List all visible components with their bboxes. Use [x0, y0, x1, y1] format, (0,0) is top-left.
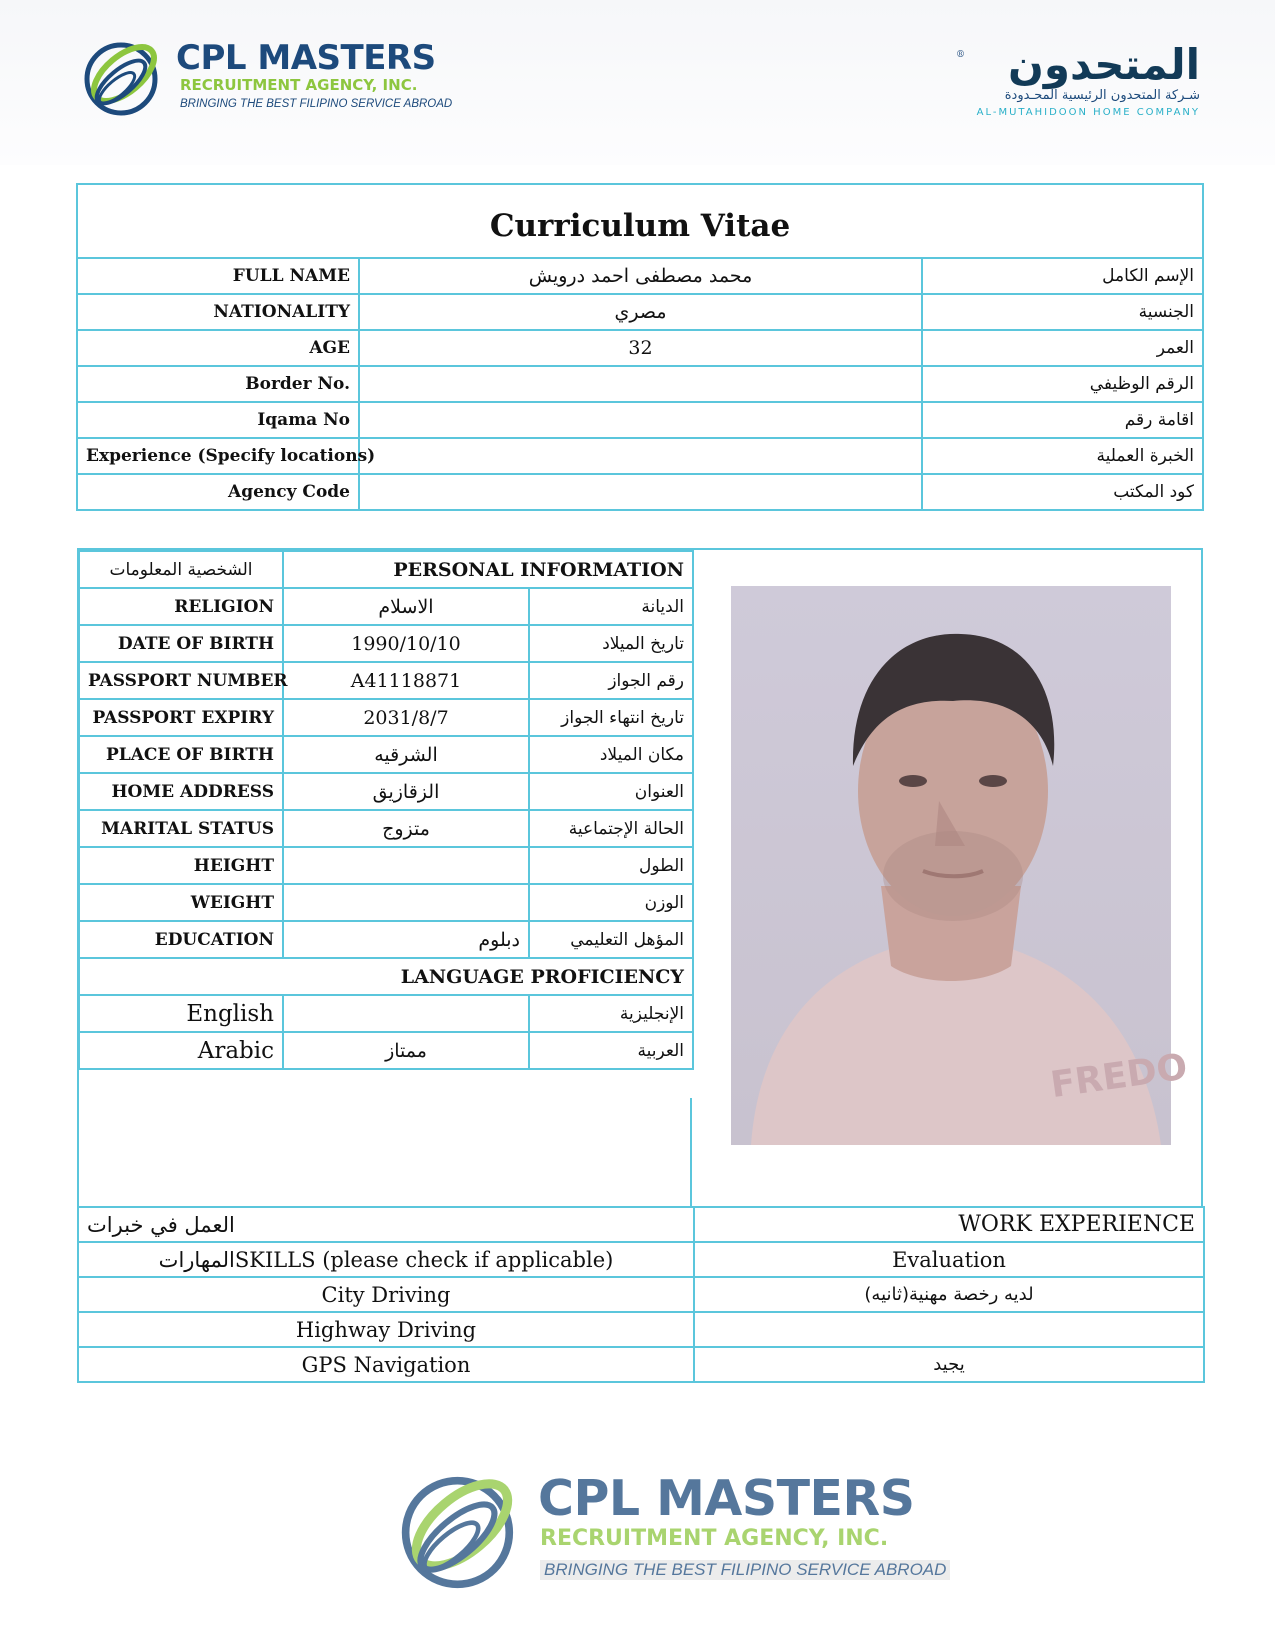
row-arabic-label: العمر: [922, 330, 1203, 366]
table-row: [77, 474, 1203, 510]
row-label: NATIONALITY: [77, 294, 359, 330]
table-row: [79, 847, 693, 884]
table-row: [77, 438, 1203, 474]
language-arabic-label: الإنجليزية: [529, 995, 693, 1032]
table-row: [78, 1242, 1204, 1277]
row-value: الشرقيه: [283, 736, 529, 773]
cv-title: Curriculum Vitae: [77, 184, 1203, 258]
row-label: DATE OF BIRTH: [79, 625, 283, 662]
applicant-photo: [731, 586, 1190, 1145]
row-value: [359, 438, 922, 474]
cv-summary-table: [76, 183, 1204, 511]
skill-name: GPS Navigation: [78, 1347, 694, 1382]
row-label: Experience (Specify locations): [77, 438, 359, 474]
table-row: [79, 995, 693, 1032]
row-label: PASSPORT EXPIRY: [79, 699, 283, 736]
row-value: [283, 847, 529, 884]
table-row: [77, 366, 1203, 402]
table-row: [78, 1347, 1204, 1382]
row-arabic-label: كود المكتب: [922, 474, 1203, 510]
row-value: A41118871: [283, 662, 529, 699]
table-row: [79, 736, 693, 773]
skill-evaluation: يجيد: [694, 1347, 1204, 1382]
row-value: [359, 366, 922, 402]
table-row: [77, 330, 1203, 366]
table-row: [79, 958, 693, 995]
cpl-masters-logo: [84, 38, 453, 123]
row-arabic-label: الجنسية: [922, 294, 1203, 330]
row-label: HOME ADDRESS: [79, 773, 283, 810]
globe-logo-icon: [84, 38, 162, 120]
al-mutahidoon-logo: [950, 40, 1200, 125]
personal-arabic-title: الشخصية المعلومات: [79, 551, 283, 588]
row-label: Agency Code: [77, 474, 359, 510]
table-row: [79, 551, 693, 588]
language-level: ممتاز: [283, 1032, 529, 1069]
table-row: [79, 921, 693, 958]
table-row: [78, 1277, 1204, 1312]
row-label: MARITAL STATUS: [79, 810, 283, 847]
language-level: [283, 995, 529, 1032]
row-value: 2031/8/7: [283, 699, 529, 736]
table-row: [79, 699, 693, 736]
work-experience-table: [77, 1206, 1205, 1383]
table-row: [79, 588, 693, 625]
row-arabic-label: الرقم الوظيفي: [922, 366, 1203, 402]
row-value: [359, 402, 922, 438]
skill-name: City Driving: [78, 1277, 694, 1312]
row-value: [283, 884, 529, 921]
row-value: الاسلام: [283, 588, 529, 625]
mutahidoon-logo-text: المتحدون: [1008, 40, 1200, 89]
row-value: [359, 474, 922, 510]
table-row: [79, 773, 693, 810]
cpl-name: CPL MASTERS: [176, 38, 436, 78]
cpl-tagline: BRINGING THE BEST FILIPINO SERVICE ABROAD: [180, 98, 453, 110]
row-value: 32: [359, 330, 922, 366]
table-row: [77, 294, 1203, 330]
table-row: [79, 625, 693, 662]
evaluation-header: Evaluation: [694, 1242, 1204, 1277]
row-label: EDUCATION: [79, 921, 283, 958]
personal-spacer: [78, 1098, 692, 1208]
row-arabic-label: الطول: [529, 847, 693, 884]
row-label: PLACE OF BIRTH: [79, 736, 283, 773]
work-arabic-title: العمل في خبرات: [78, 1207, 694, 1242]
skill-evaluation: لديه رخصة مهنية(ثانيه): [694, 1277, 1204, 1312]
portrait-image: [731, 586, 1190, 1145]
personal-title: PERSONAL INFORMATION: [283, 551, 693, 588]
row-label: PASSPORT NUMBER: [79, 662, 283, 699]
table-row: [79, 662, 693, 699]
table-row: [79, 1032, 693, 1069]
registered-mark: ®: [956, 50, 965, 60]
row-arabic-label: الحالة الإجتماعية: [529, 810, 693, 847]
language-label: Arabic: [79, 1032, 283, 1069]
row-arabic-label: الوزن: [529, 884, 693, 921]
row-label: Iqama No: [77, 402, 359, 438]
row-value: محمد مصطفى احمد درويش: [359, 258, 922, 294]
language-arabic-label: العربية: [529, 1032, 693, 1069]
personal-info-table: [78, 550, 694, 1070]
row-value: 1990/10/10: [283, 625, 529, 662]
row-label: RELIGION: [79, 588, 283, 625]
language-title: LANGUAGE PROFICIENCY: [79, 958, 693, 995]
mutahidoon-arabic-name: شـركة المتحدون الرئيسية المحـدودة: [1004, 88, 1200, 103]
table-row: [78, 1207, 1204, 1242]
cpl-subtitle: RECRUITMENT AGENCY, INC.: [180, 76, 418, 94]
row-value: دبلوم: [283, 921, 529, 958]
row-value: مصري: [359, 294, 922, 330]
row-label: HEIGHT: [79, 847, 283, 884]
mutahidoon-english-name: AL-MUTAHIDOON HOME COMPANY: [976, 107, 1200, 118]
row-arabic-label: الإسم الكامل: [922, 258, 1203, 294]
skill-name: Highway Driving: [78, 1312, 694, 1347]
skills-header: المهاراتSKILLS (please check if applicable): [78, 1242, 694, 1277]
row-arabic-label: الخبرة العملية: [922, 438, 1203, 474]
row-label: Border No.: [77, 366, 359, 402]
row-value: الزقازيق: [283, 773, 529, 810]
row-arabic-label: تاريخ الميلاد: [529, 625, 693, 662]
row-arabic-label: المؤهل التعليمي: [529, 921, 693, 958]
cpl-name: CPL MASTERS: [538, 1470, 915, 1527]
row-label: WEIGHT: [79, 884, 283, 921]
row-arabic-label: اقامة رقم: [922, 402, 1203, 438]
globe-logo-icon: [398, 1470, 523, 1595]
row-arabic-label: الديانة: [529, 588, 693, 625]
table-row: [79, 810, 693, 847]
cpl-tagline: BRINGING THE BEST FILIPINO SERVICE ABROAD: [540, 1560, 950, 1580]
skill-evaluation: [694, 1312, 1204, 1347]
table-row: [78, 1312, 1204, 1347]
table-row: [79, 884, 693, 921]
table-row: [77, 402, 1203, 438]
row-arabic-label: مكان الميلاد: [529, 736, 693, 773]
row-label: FULL NAME: [77, 258, 359, 294]
row-arabic-label: رقم الجواز: [529, 662, 693, 699]
row-value: متزوج: [283, 810, 529, 847]
language-label: English: [79, 995, 283, 1032]
table-row: [77, 258, 1203, 294]
cpl-subtitle: RECRUITMENT AGENCY, INC.: [540, 1526, 889, 1551]
row-arabic-label: تاريخ انتهاء الجواز: [529, 699, 693, 736]
work-title: WORK EXPERIENCE: [694, 1207, 1204, 1242]
row-arabic-label: العنوان: [529, 773, 693, 810]
shirt-print: FREDO: [1048, 1046, 1190, 1107]
row-label: AGE: [77, 330, 359, 366]
cpl-masters-footer-logo: [398, 1470, 947, 1595]
